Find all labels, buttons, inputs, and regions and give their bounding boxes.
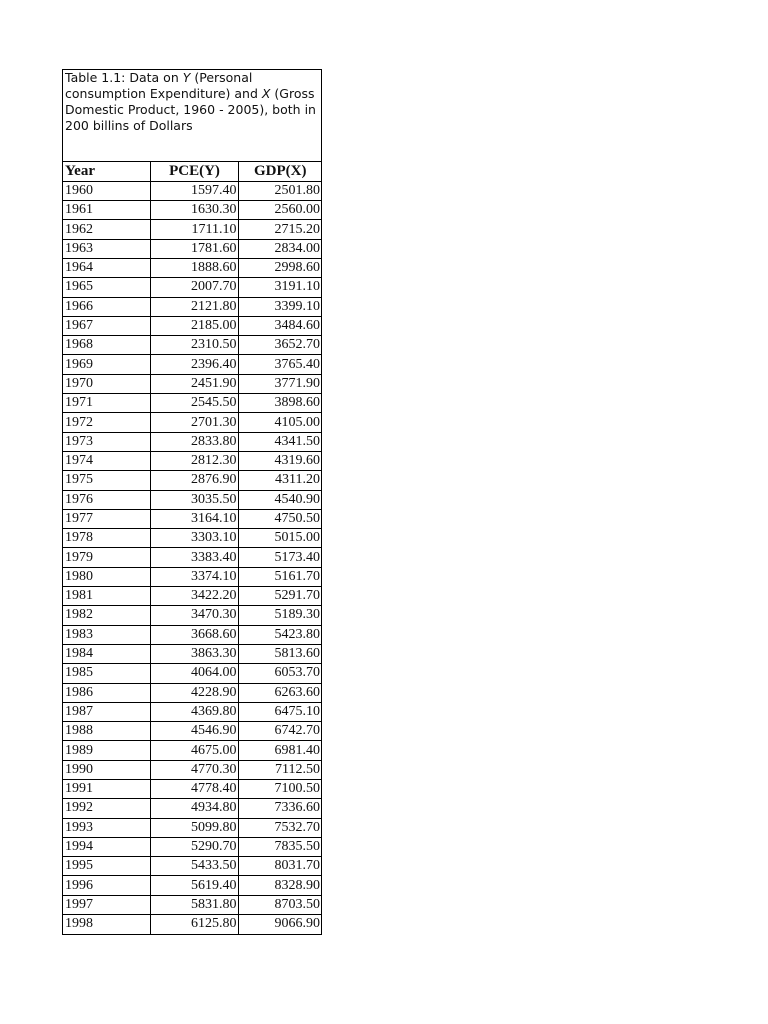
caption-middle: (Personal consumption Expenditure) and xyxy=(65,70,262,101)
table-row xyxy=(63,780,321,799)
cell-pce: 2007.70 xyxy=(150,278,238,297)
cell-year: 1990 xyxy=(63,760,150,779)
cell-year: 1984 xyxy=(63,644,150,663)
cell-gdp: 6475.10 xyxy=(238,702,321,721)
cell-pce: 2812.30 xyxy=(150,451,238,470)
cell-gdp: 4105.00 xyxy=(238,413,321,432)
column-header-gdp: GDP(X) xyxy=(238,162,321,181)
cell-year: 1970 xyxy=(63,374,150,393)
table-row xyxy=(63,664,321,683)
table-row xyxy=(63,509,321,528)
cell-gdp: 4319.60 xyxy=(238,451,321,470)
table-row xyxy=(63,895,321,914)
cell-pce: 3035.50 xyxy=(150,490,238,509)
cell-year: 1963 xyxy=(63,239,150,258)
table-row xyxy=(63,915,321,934)
cell-gdp: 9066.90 xyxy=(238,915,321,934)
data-table-sheet xyxy=(62,69,322,935)
cell-pce: 4778.40 xyxy=(150,780,238,799)
cell-year: 1972 xyxy=(63,413,150,432)
table-row xyxy=(63,432,321,451)
cell-gdp: 4750.50 xyxy=(238,509,321,528)
table-row xyxy=(63,702,321,721)
cell-pce: 1597.40 xyxy=(150,181,238,200)
cell-gdp: 4341.50 xyxy=(238,432,321,451)
cell-gdp: 8703.50 xyxy=(238,895,321,914)
cell-year: 1969 xyxy=(63,355,150,374)
cell-year: 1974 xyxy=(63,451,150,470)
table-row xyxy=(63,837,321,856)
table-row xyxy=(63,336,321,355)
cell-year: 1962 xyxy=(63,220,150,239)
cell-gdp: 6263.60 xyxy=(238,683,321,702)
cell-year: 1966 xyxy=(63,297,150,316)
cell-year: 1976 xyxy=(63,490,150,509)
header-row xyxy=(63,162,321,181)
cell-pce: 4675.00 xyxy=(150,741,238,760)
table-caption xyxy=(63,70,321,162)
cell-pce: 2396.40 xyxy=(150,355,238,374)
cell-year: 1988 xyxy=(63,722,150,741)
table-row xyxy=(63,316,321,335)
cell-gdp: 6742.70 xyxy=(238,722,321,741)
table-row xyxy=(63,760,321,779)
table-row xyxy=(63,876,321,895)
cell-year: 1992 xyxy=(63,799,150,818)
table-row xyxy=(63,355,321,374)
cell-gdp: 6981.40 xyxy=(238,741,321,760)
table-row xyxy=(63,258,321,277)
cell-gdp: 2998.60 xyxy=(238,258,321,277)
cell-year: 1982 xyxy=(63,606,150,625)
cell-year: 1977 xyxy=(63,509,150,528)
table-row xyxy=(63,818,321,837)
cell-gdp: 4311.20 xyxy=(238,471,321,490)
cell-gdp: 8328.90 xyxy=(238,876,321,895)
cell-pce: 4228.90 xyxy=(150,683,238,702)
table-row xyxy=(63,722,321,741)
table-row xyxy=(63,394,321,413)
table-row xyxy=(63,529,321,548)
cell-gdp: 5173.40 xyxy=(238,548,321,567)
table-row xyxy=(63,625,321,644)
cell-gdp: 3652.70 xyxy=(238,336,321,355)
cell-year: 1971 xyxy=(63,394,150,413)
cell-pce: 2185.00 xyxy=(150,316,238,335)
cell-pce: 5099.80 xyxy=(150,818,238,837)
cell-gdp: 7835.50 xyxy=(238,837,321,856)
cell-gdp: 7532.70 xyxy=(238,818,321,837)
cell-gdp: 3765.40 xyxy=(238,355,321,374)
cell-year: 1960 xyxy=(65,182,93,198)
cell-pce: 2833.80 xyxy=(150,432,238,451)
cell-pce: 1781.60 xyxy=(150,239,238,258)
cell-pce: 5619.40 xyxy=(150,876,238,895)
column-header-year: Year xyxy=(63,162,150,181)
cell-gdp: 6053.70 xyxy=(238,664,321,683)
table-row xyxy=(63,548,321,567)
cell-year: 1967 xyxy=(63,316,150,335)
table-row xyxy=(63,181,321,200)
cell-pce: 6125.80 xyxy=(150,915,238,934)
table-row xyxy=(63,413,321,432)
table-row xyxy=(63,799,321,818)
cell-gdp: 7112.50 xyxy=(238,760,321,779)
cell-pce: 3374.10 xyxy=(150,567,238,586)
caption-x-variable: X xyxy=(261,86,271,101)
cell-pce: 5433.50 xyxy=(150,857,238,876)
cell-gdp: 5423.80 xyxy=(238,625,321,644)
cell-year: 1968 xyxy=(63,336,150,355)
cell-year: 1998 xyxy=(63,915,150,934)
cell-pce: 2310.50 xyxy=(150,336,238,355)
cell-pce: 2701.30 xyxy=(150,413,238,432)
cell-year: 1995 xyxy=(63,857,150,876)
cell-year: 1987 xyxy=(63,702,150,721)
cell-year: 1980 xyxy=(63,567,150,586)
cell-gdp: 8031.70 xyxy=(238,857,321,876)
cell-year: 1979 xyxy=(63,548,150,567)
cell-gdp: 2560.00 xyxy=(238,201,321,220)
cell-year: 1978 xyxy=(63,529,150,548)
cell-pce: 5831.80 xyxy=(150,895,238,914)
cell-gdp: 5291.70 xyxy=(238,587,321,606)
cell-year: 1996 xyxy=(63,876,150,895)
cell-year: 1983 xyxy=(63,625,150,644)
cell-pce: 4064.00 xyxy=(150,664,238,683)
table-row xyxy=(63,297,321,316)
cell-gdp: 2834.00 xyxy=(238,239,321,258)
cell-year: 1991 xyxy=(63,780,150,799)
cell-year: 1993 xyxy=(63,818,150,837)
cell-year: 1973 xyxy=(63,432,150,451)
caption-suffix: (Gross Domestic Product, 1960 - 2005), both in 200 billins of Dollars xyxy=(65,86,316,133)
cell-pce: 3383.40 xyxy=(150,548,238,567)
column-header-pce: PCE(Y) xyxy=(150,162,238,181)
caption-y-variable: Y xyxy=(182,70,191,85)
table-row xyxy=(63,683,321,702)
cell-gdp: 5015.00 xyxy=(238,529,321,548)
cell-year: 1964 xyxy=(63,258,150,277)
cell-gdp: 3898.60 xyxy=(238,394,321,413)
cell-gdp: 5189.30 xyxy=(238,606,321,625)
cell-year: 1975 xyxy=(63,471,150,490)
cell-year: 1989 xyxy=(63,741,150,760)
cell-gdp: 4540.90 xyxy=(238,490,321,509)
cell-gdp: 7336.60 xyxy=(238,799,321,818)
table-row xyxy=(63,278,321,297)
cell-pce: 5290.70 xyxy=(150,837,238,856)
cell-pce: 4546.90 xyxy=(150,722,238,741)
caption-prefix: Table 1.1: Data on xyxy=(65,70,183,85)
cell-gdp: 3191.10 xyxy=(238,278,321,297)
table-row xyxy=(63,451,321,470)
table-row xyxy=(63,201,321,220)
cell-pce: 2451.90 xyxy=(150,374,238,393)
cell-pce: 1711.10 xyxy=(150,220,238,239)
cell-gdp: 7100.50 xyxy=(238,780,321,799)
cell-gdp: 3484.60 xyxy=(238,316,321,335)
cell-pce: 3422.20 xyxy=(150,587,238,606)
cell-year: 1961 xyxy=(63,201,150,220)
pce-gdp-table xyxy=(63,162,321,934)
cell-pce: 4369.80 xyxy=(150,702,238,721)
table-row xyxy=(63,374,321,393)
cell-year: 1981 xyxy=(63,587,150,606)
table-row xyxy=(63,220,321,239)
cell-gdp: 3771.90 xyxy=(238,374,321,393)
cell-pce: 3164.10 xyxy=(150,509,238,528)
table-row xyxy=(63,587,321,606)
table-row xyxy=(63,490,321,509)
cell-pce: 1888.60 xyxy=(150,258,238,277)
cell-pce: 3470.30 xyxy=(150,606,238,625)
cell-pce: 2545.50 xyxy=(150,394,238,413)
cell-gdp: 5813.60 xyxy=(238,644,321,663)
cell-gdp: 5161.70 xyxy=(238,567,321,586)
cell-year: 1994 xyxy=(63,837,150,856)
cell-pce: 4934.80 xyxy=(150,799,238,818)
table-row xyxy=(63,606,321,625)
table-row xyxy=(63,471,321,490)
cell-pce: 3303.10 xyxy=(150,529,238,548)
table-row xyxy=(63,741,321,760)
table-row xyxy=(63,857,321,876)
cell-pce: 3863.30 xyxy=(150,644,238,663)
cell-pce: 4770.30 xyxy=(150,760,238,779)
cell-gdp: 2715.20 xyxy=(238,220,321,239)
cell-year: 1997 xyxy=(63,895,150,914)
cell-pce: 2121.80 xyxy=(150,297,238,316)
cell-gdp: 3399.10 xyxy=(238,297,321,316)
table-row xyxy=(63,644,321,663)
cell-pce: 2876.90 xyxy=(150,471,238,490)
cell-pce: 3668.60 xyxy=(150,625,238,644)
cell-year: 1986 xyxy=(63,683,150,702)
cell-pce: 1630.30 xyxy=(150,201,238,220)
cell-year: 1985 xyxy=(63,664,150,683)
table-row xyxy=(63,567,321,586)
table-row xyxy=(63,239,321,258)
cell-year: 1965 xyxy=(63,278,150,297)
cell-gdp: 2501.80 xyxy=(274,182,320,198)
